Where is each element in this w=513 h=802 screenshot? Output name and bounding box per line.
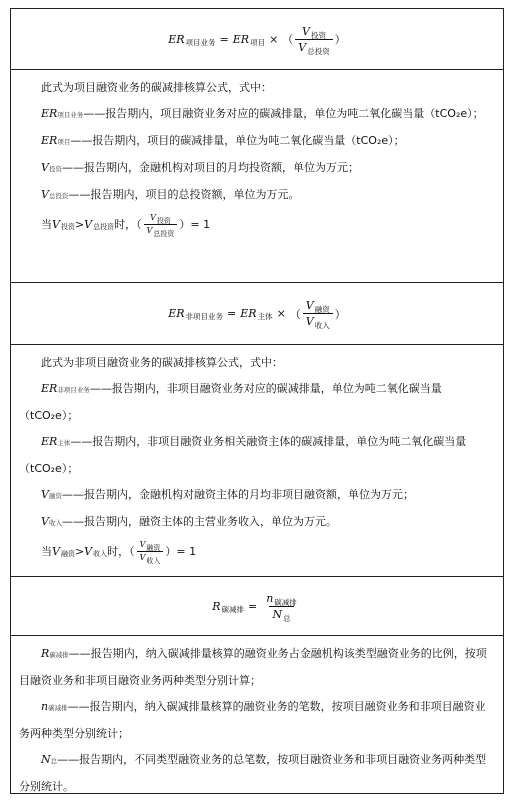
formula-cell-nonproject bbox=[11, 282, 503, 344]
definition-item: ER项目——报告期内，项目的碳减排量，单位为吨二氧化碳当量（tCO₂e）； bbox=[41, 134, 405, 147]
formula-nonproject bbox=[168, 299, 346, 328]
numerator-var: V bbox=[305, 299, 314, 312]
var-er: ER bbox=[168, 307, 185, 320]
var-er: ER bbox=[168, 32, 185, 46]
condition-line: 当 V 投资 > V 总投资 时，（ $\frac{\text{V投资}}{\text{V总投资}}$ ）= 1 bbox=[41, 212, 211, 238]
description-cell-nonproject bbox=[11, 344, 503, 576]
paren-close: ） bbox=[334, 307, 346, 321]
definition-item: n碳减排——报告期内，纳入碳减排量核算的融资业务的笔数，按项目融资业务和非项目融资业务两种类型分别统计； bbox=[19, 700, 486, 740]
formula-cell-project bbox=[11, 9, 503, 69]
subscript: 项目 bbox=[250, 37, 266, 47]
fraction bbox=[263, 592, 300, 621]
definition-item: V收入——报告期内，融资主体的主营业务收入，单位为万元。 bbox=[41, 515, 337, 528]
subscript: 碳减排 bbox=[274, 597, 297, 607]
fraction bbox=[303, 299, 333, 328]
subscript: 碳减排 bbox=[221, 604, 244, 614]
times-sign: × bbox=[269, 32, 279, 46]
description-cell-ratio bbox=[11, 635, 503, 793]
subscript: 主体 bbox=[257, 312, 273, 321]
fraction: $\frac{\text{V融资}}{\text{V收入}}$ bbox=[137, 540, 164, 563]
definition-item: V融资——报告期内，金融机构对融资主体的月均非项目融资额，单位为万元； bbox=[41, 488, 414, 501]
description-cell-project bbox=[11, 69, 503, 282]
subscript: 总投资 bbox=[307, 46, 330, 56]
definition-item: ER项目业务——报告期内，项目融资业务对应的碳减排量，单位为吨二氧化碳当量（tCO₂e）； bbox=[41, 107, 484, 120]
formula-cell-ratio bbox=[11, 576, 503, 635]
fraction: $\frac{\text{V投资}}{\text{V总投资}}$ bbox=[144, 213, 178, 236]
formula-table bbox=[10, 8, 504, 794]
definition-item: ER主体——报告期内，非项目融资业务相关融资主体的碳减排量，单位为吨二氧化碳当量（tCO₂e）； bbox=[19, 435, 467, 475]
subscript: 投资 bbox=[311, 30, 326, 40]
subscript: 收入 bbox=[314, 321, 330, 330]
var-er: ER bbox=[232, 32, 250, 46]
equals-sign: = bbox=[219, 32, 229, 46]
numerator-var: V bbox=[302, 24, 310, 38]
definition-item: N总——报告期内，不同类型融资业务的总笔数，按项目融资业务和非项目融资业务两种类型分别统计。 bbox=[19, 753, 487, 793]
definition-item: ER非项目业务——报告期内，非项目融资业务对应的碳减排量，单位为吨二氧化碳当量（tCO₂e）； bbox=[19, 382, 442, 422]
condition-line: 当 V 融资 > V 收入 时，（ $\frac{\text{V融资}}{\text{V收入}}$ ）= 1 bbox=[41, 539, 197, 565]
paren-close: ） bbox=[334, 33, 346, 46]
formula-ratio bbox=[212, 592, 302, 621]
definition-item: V投资——报告期内，金融机构对项目的月均投资额，单位为万元； bbox=[41, 161, 359, 174]
paren-open: （ bbox=[282, 33, 294, 46]
denominator-var: N bbox=[272, 607, 283, 621]
subscript: 融资 bbox=[314, 305, 330, 314]
subscript: 非项目业务 bbox=[185, 312, 224, 321]
description-intro: 此式为非项目融资业务的碳减排核算公式，式中： bbox=[41, 356, 283, 369]
numerator-var: n bbox=[266, 591, 274, 605]
equals-sign: = bbox=[247, 599, 258, 613]
denominator-var: V bbox=[305, 315, 314, 328]
var-r: R bbox=[212, 599, 221, 613]
times-sign: × bbox=[276, 307, 286, 320]
formula-project bbox=[168, 25, 346, 54]
equals-sign: = bbox=[227, 307, 237, 320]
fraction bbox=[295, 25, 332, 54]
subscript: 总 bbox=[283, 613, 291, 623]
subscript: 项目业务 bbox=[185, 37, 216, 47]
denominator-var: V bbox=[298, 40, 307, 54]
paren-open: （ bbox=[289, 307, 301, 321]
definition-item: V总投资——报告期内，项目的总投资额，单位为万元。 bbox=[41, 188, 300, 201]
definition-item: R碳减排——报告期内，纳入碳减排量核算的融资业务占金融机构该类型融资业务的比例，按项目融资业务和非项目融资业务两种类型分别计算； bbox=[19, 647, 487, 687]
description-intro: 此式为项目融资业务的碳减排核算公式，式中： bbox=[41, 81, 272, 94]
var-er: ER bbox=[240, 307, 257, 320]
